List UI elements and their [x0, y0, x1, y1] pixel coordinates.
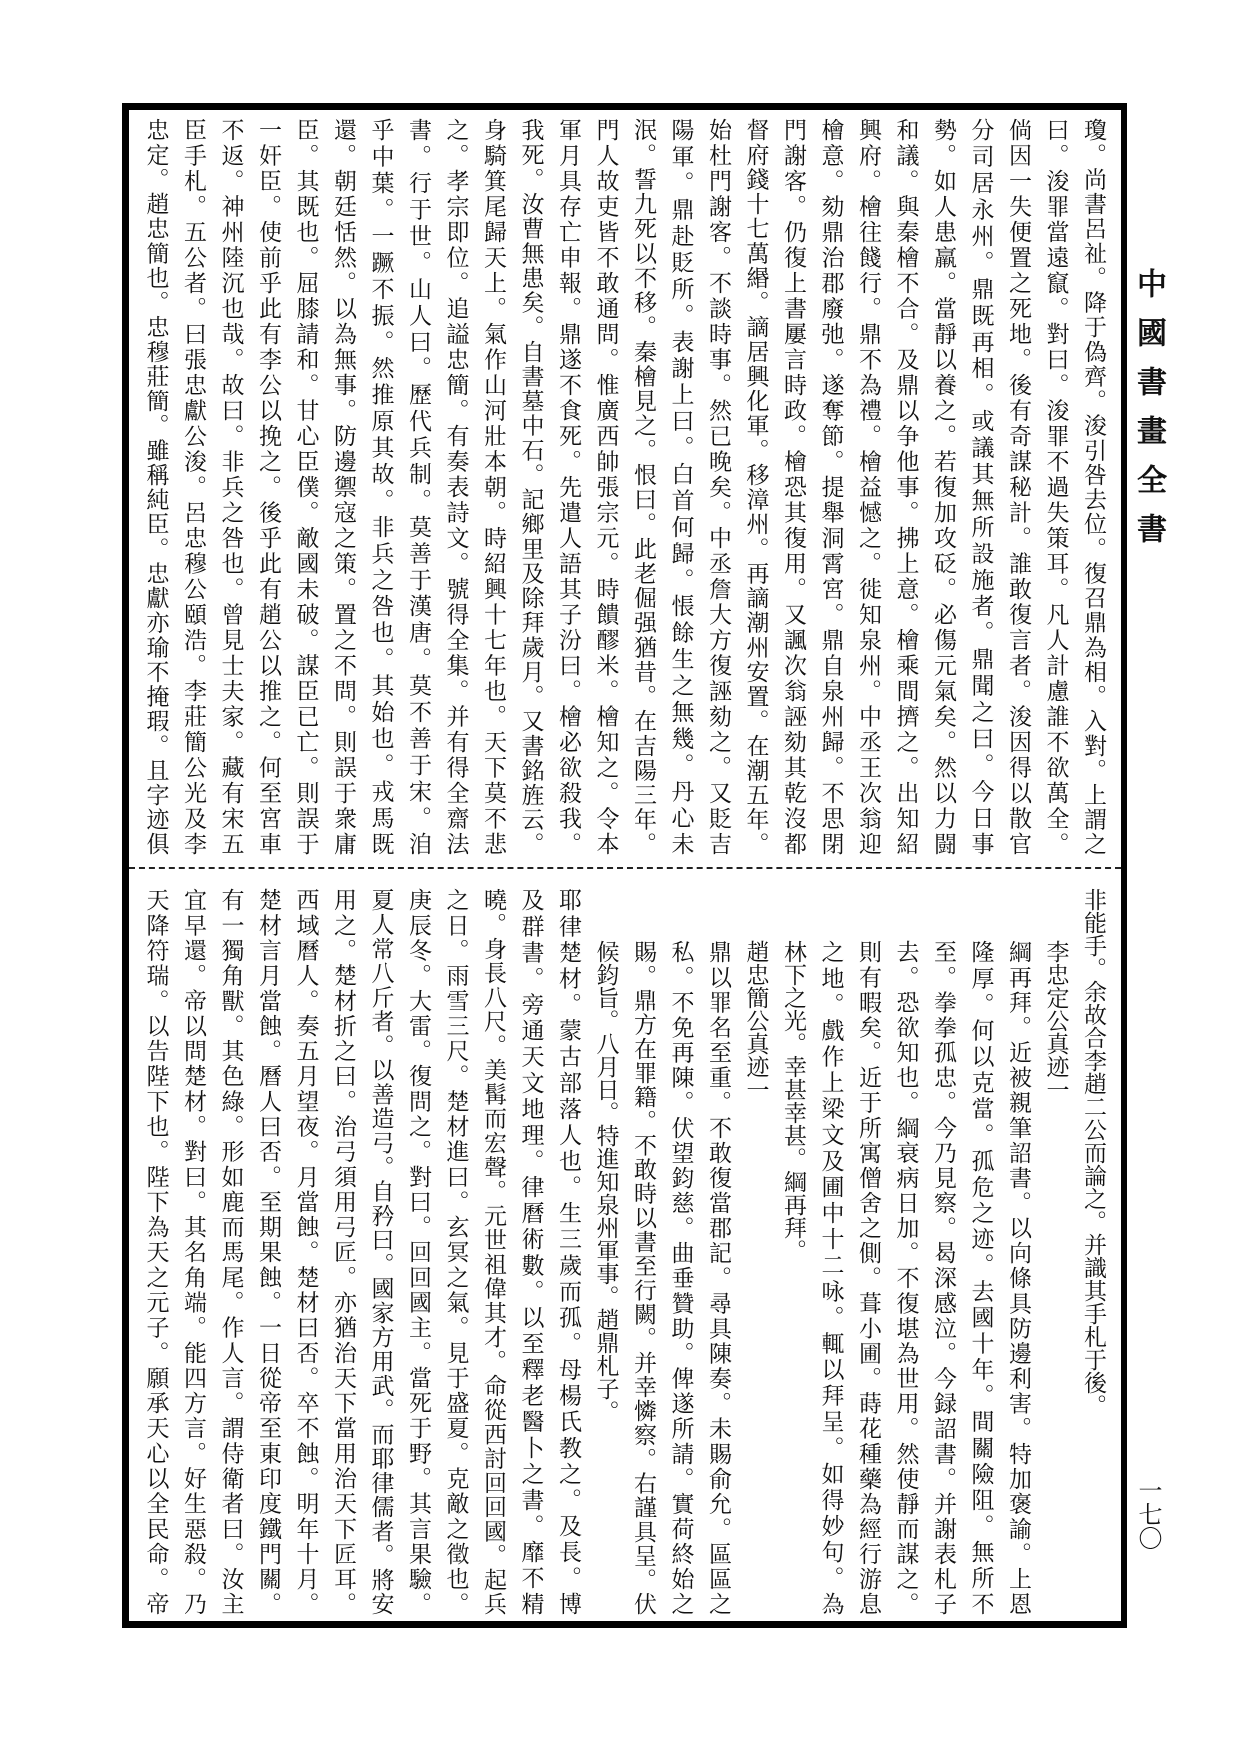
- top-text-column: 軍月具存亡申報。鼎遂不食死。先遣人語其子汾曰。檜必欲殺我。: [555, 118, 581, 855]
- top-text-column: 之。孝宗即位。追謚忠簡。有奏表詩文。號得全集。并有得全齋法: [442, 118, 469, 855]
- top-text-column: 一奸臣。使前乎此有李公以挽之。後乎此有趙公以推之。何至宮車: [255, 118, 281, 855]
- bottom-text-column: 林下之光。幸甚幸甚。綱再拜。: [780, 940, 806, 1262]
- bottom-text-column: 綱再拜。近被親筆詔書。以向條具防邊利害。特加褒諭。上恩: [1005, 940, 1031, 1615]
- top-text-column: 書。行于世。山人曰。歷代兵制。莫善于漢唐。莫不善于宋。洎: [405, 118, 431, 855]
- top-text-column: 勢。如人患羸。當靜以養之。若復加攻砭。必傷元氣矣。然以力闘: [930, 118, 956, 855]
- bottom-text-column: 則有暇矣。近于所寓僧舍之側。葺小圃。蒔花種藥為經行游息: [855, 940, 881, 1615]
- bottom-text-column: 賜。鼎方在罪籍。不敢時以書至行闕。并幸憐察。右謹具呈。伏: [630, 940, 656, 1615]
- top-text-column: 分司居永州。鼎既再相。或議其無所設施者。鼎聞之曰。今日事: [967, 118, 994, 855]
- top-text-column: 泯。誓九死以不移。秦檜見之。恨曰。此老倔强猶昔。在吉陽三年。: [630, 118, 656, 855]
- section-divider: [129, 867, 1121, 869]
- bottom-text-column: 西域曆人。奏五月望夜。月當蝕。楚材曰否。卒不蝕。明年十月。: [292, 888, 319, 1615]
- bottom-text-column: 候鈞旨。八月日。特進知泉州軍事。趙鼎札子。: [592, 940, 619, 1423]
- bottom-text-column: 庚辰冬。大雷。復問之。對曰。回回國主。當死于野。其言果驗。: [405, 888, 431, 1615]
- top-text-column: 始杜門謝客。不談時事。然已晚矣。中丞詹大方復誣劾之。又貶吉: [705, 118, 731, 855]
- top-text-column: 陽軍。鼎赴貶所。表謝上曰。白首何歸。悵餘生之無幾。丹心未: [667, 118, 694, 855]
- top-text-column: 曰。浚罪當遠竄。對曰。浚罪不過失策耳。凡人計慮誰不欲萬全。: [1042, 118, 1069, 855]
- bottom-text-column: 私。不免再陳。伏望鈞慈。曲垂贊助。俾遂所請。實荷終始之: [667, 940, 694, 1615]
- top-text-column: 倘因一失便置之死地。後有奇謀秘計。誰敢復言者。浚因得以散官: [1005, 118, 1031, 855]
- bottom-text-column: 之地。戲作上梁文及圃中十二咏。輒以拜呈。如得妙句。為: [817, 940, 844, 1615]
- top-text-column: 瓊。尚書呂祉。降于偽齊。浚引咎去位。復召鼎為相。入對。上謂之: [1080, 118, 1106, 855]
- bottom-text-column: 夏人常八斤者。以善造弓。自矜曰。國家方用武。而耶律儒者。將安: [367, 888, 394, 1615]
- top-text-column: 我死。汝曹無患矣。自書墓中石。記鄉里及除拜歲月。又書銘旌云。: [517, 118, 544, 855]
- top-text-column: 和議。與秦檜不合。及鼎以争他事。拂上意。檜乘間擠之。出知紹: [892, 118, 919, 855]
- bottom-text-column: 鼎以罪名至重。不敢復當郡記。尋具陳奏。未賜俞允。區區之: [705, 940, 731, 1615]
- bottom-text-column: 之日。雨雪三尺。楚材進曰。玄冥之氣。見于盛夏。克敵之徵也。: [442, 888, 469, 1615]
- top-text-column: 門謝客。仍復上書屢言時政。檜恐其復用。又諷次翁誣劾其乾沒都: [780, 118, 806, 855]
- bottom-text-column: 楚材言月當蝕。曆人曰否。至期果蝕。一日從帝至東印度鐵門關。: [255, 888, 281, 1615]
- bottom-text-column: 非能手。余故合李趙二公而論之。并識其手札于後。: [1080, 888, 1106, 1417]
- bottom-text-column: 宜早還。帝以問楚材。對曰。其名角端。能四方言。好生惡殺。乃: [180, 888, 206, 1615]
- bottom-text-column: 趙忠簡公真迹一: [742, 940, 769, 1101]
- bottom-text-column: 用之。楚材折之曰。治弓須用弓匠。亦猶治天下當用治天下匠耳。: [330, 888, 356, 1615]
- top-text-column: 督府錢十七萬緡。謫居興化軍。移漳州。再謫潮州安置。在潮五年。: [742, 118, 769, 855]
- bottom-text-column: 李忠定公真迹一: [1042, 940, 1069, 1101]
- bottom-text-column: 及群書。旁通天文地理。律曆術數。以至釋老醫卜之書。靡不精: [517, 888, 544, 1615]
- book-title: 中國書畫全書: [1131, 268, 1166, 562]
- bottom-text-column: 至。拳拳孤忠。今乃見察。曷深感泣。今録詔書。并謝表札子: [930, 940, 956, 1615]
- bottom-text-column: 去。恐欲知也。綱衰病日加。不復堪為世用。然使靜而謀之。: [892, 940, 919, 1615]
- bottom-text-column: 天降符瑞。以告陛下也。陛下為天之元子。願承天心以全民命。帝: [142, 888, 169, 1615]
- top-text-column: 乎中葉。一蹶不振。然推原其故。非兵之咎也。其始也。戎馬既: [367, 118, 394, 855]
- top-text-column: 檜意。劾鼎治郡廢弛。遂奪節。提舉洞霄宮。鼎自泉州歸。不思閉: [817, 118, 844, 855]
- top-text-column: 興府。檜往餞行。鼎不為禮。檜益憾之。徙知泉州。中丞王次翁迎: [855, 118, 881, 855]
- top-text-column: 不返。神州陸沉也哉。故曰。非兵之咎也。曾見士夫家。藏有宋五: [217, 118, 244, 855]
- page-number: 一七〇: [1134, 1478, 1162, 1550]
- top-text-column: 臣手札。五公者。曰張忠獻公浚。呂忠穆公頤浩。李莊簡公光及李: [180, 118, 206, 855]
- top-text-column: 身騎箕尾歸天上。氣作山河壯本朝。時紹興十七年也。天下莫不悲: [480, 118, 506, 855]
- top-text-column: 臣。其既也。屈膝請和。甘心臣僕。敵國未破。謀臣已亡。則誤于: [292, 118, 319, 855]
- bottom-text-column: 耶律楚材。蒙古部落人也。生三歲而孤。母楊氏教之。及長。博: [555, 888, 581, 1615]
- top-text-column: 忠定。趙忠簡也。忠穆莊簡。雖稱純臣。忠獻亦瑜不掩瑕。且字迹俱: [142, 118, 169, 855]
- bottom-text-column: 曉。身長八尺。美髯而宏聲。元世祖偉其才。命從西討回回國。起兵: [480, 888, 506, 1615]
- bottom-text-column: 隆厚。何以克當。孤危之迹。去國十年。間關險阻。無所不: [967, 940, 994, 1615]
- top-text-column: 還。朝廷恬然。以為無事。防邊禦寇之策。置之不問。則誤于衆庸: [330, 118, 356, 855]
- bottom-text-column: 有一獨角獸。其色綠。形如鹿而馬尾。作人言。謂侍衛者曰。汝主: [217, 888, 244, 1615]
- top-text-column: 門人故吏皆不敢通問。惟廣西帥張宗元。時饋醪米。檜知之。令本: [592, 118, 619, 855]
